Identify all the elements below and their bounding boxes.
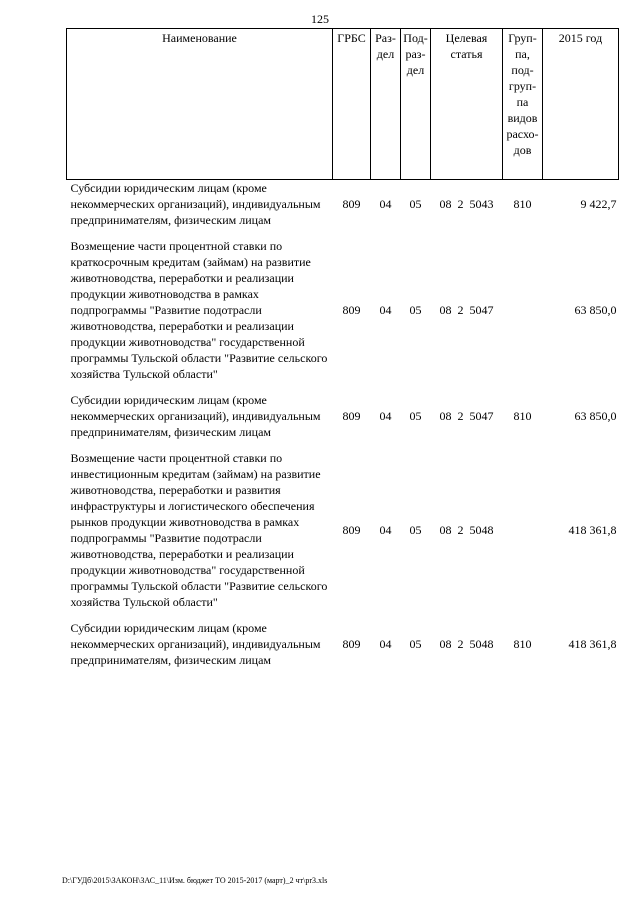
row-name: Субсидии юридическим лицам (кроме некоммерческих организаций), индивидуальным предпринимателям, физическим лицам xyxy=(70,621,321,667)
row-grbs: 809 xyxy=(342,637,361,651)
row-target: 08 2 5043 xyxy=(439,197,494,211)
header-razdel: Раз- дел xyxy=(371,29,401,180)
row-group: 810 xyxy=(513,197,532,211)
budget-table xyxy=(66,28,619,668)
row-podrazdel: 05 xyxy=(409,303,422,317)
table-row xyxy=(67,392,619,440)
row-razdel: 04 xyxy=(379,197,392,211)
row-target: 08 2 5047 xyxy=(439,409,494,423)
row-name: Возмещение части процентной ставки по инвестиционным кредитам (займам) на развитие животноводства, переработки и развития инфраструктуры и логистического обеспечения рынков продукции животноводства в рамках подпрограммы "Развитие подотрасли животноводства, переработки и реализации продукции животноводства" государственной программы Тульской области "Развитие сельского хозяйства Тульской области" xyxy=(70,451,328,609)
header-podrazdel: Под- раз- дел xyxy=(401,29,431,180)
row-amount: 63 850,0 xyxy=(574,409,617,423)
table-row xyxy=(67,620,619,668)
row-grbs: 809 xyxy=(342,303,361,317)
row-name: Субсидии юридическим лицам (кроме некоммерческих организаций), индивидуальным предпринимателям, физическим лицам xyxy=(70,393,321,439)
row-podrazdel: 05 xyxy=(409,409,422,423)
row-razdel: 04 xyxy=(379,523,392,537)
header-target-article: Целевая статья xyxy=(431,29,503,180)
table-row xyxy=(67,450,619,610)
row-grbs: 809 xyxy=(342,523,361,537)
row-razdel: 04 xyxy=(379,409,392,423)
row-group: 810 xyxy=(513,409,532,423)
row-name: Возмещение части процентной ставки по краткосрочным кредитам (займам) на развитие животноводства, переработки и реализации продукции животноводства в рамках подпрограммы "Развитие подотрасли животноводства, переработки и реализации продукции животноводства" государственной программы Тульской области "Развитие сельского хозяйства Тульской области" xyxy=(70,239,328,381)
header-expense-group: Груп- па, под- груп- па видов расхо- дов xyxy=(503,29,543,180)
row-amount: 9 422,7 xyxy=(580,197,617,211)
row-amount: 418 361,8 xyxy=(568,523,617,537)
row-target: 08 2 5048 xyxy=(439,523,494,537)
table-row xyxy=(67,180,619,229)
row-grbs: 809 xyxy=(342,197,361,211)
row-podrazdel: 05 xyxy=(409,523,422,537)
header-grbs: ГРБС xyxy=(333,29,371,180)
footer-file-path: D:\ГУДб\2015\ЗАКОН\ЗАС_11\Изм. бюджет ТО 2015-2017 (март)_2 чт\pr3.xls xyxy=(62,876,328,885)
header-year-2015: 2015 год xyxy=(543,29,619,180)
row-name: Субсидии юридическим лицам (кроме некоммерческих организаций), индивидуальным предпринимателям, физическим лицам xyxy=(70,181,321,227)
row-group xyxy=(503,238,543,382)
row-grbs: 809 xyxy=(342,409,361,423)
row-amount: 418 361,8 xyxy=(568,637,617,651)
row-group xyxy=(503,450,543,610)
page-number: 125 xyxy=(311,12,329,26)
row-amount: 63 850,0 xyxy=(574,303,617,317)
row-target: 08 2 5047 xyxy=(439,303,494,317)
table-header-row xyxy=(67,29,619,180)
header-name: Наименование xyxy=(67,29,333,180)
row-razdel: 04 xyxy=(379,303,392,317)
row-razdel: 04 xyxy=(379,637,392,651)
row-group: 810 xyxy=(513,637,532,651)
row-podrazdel: 05 xyxy=(409,197,422,211)
row-podrazdel: 05 xyxy=(409,637,422,651)
table-row xyxy=(67,238,619,382)
row-target: 08 2 5048 xyxy=(439,637,494,651)
